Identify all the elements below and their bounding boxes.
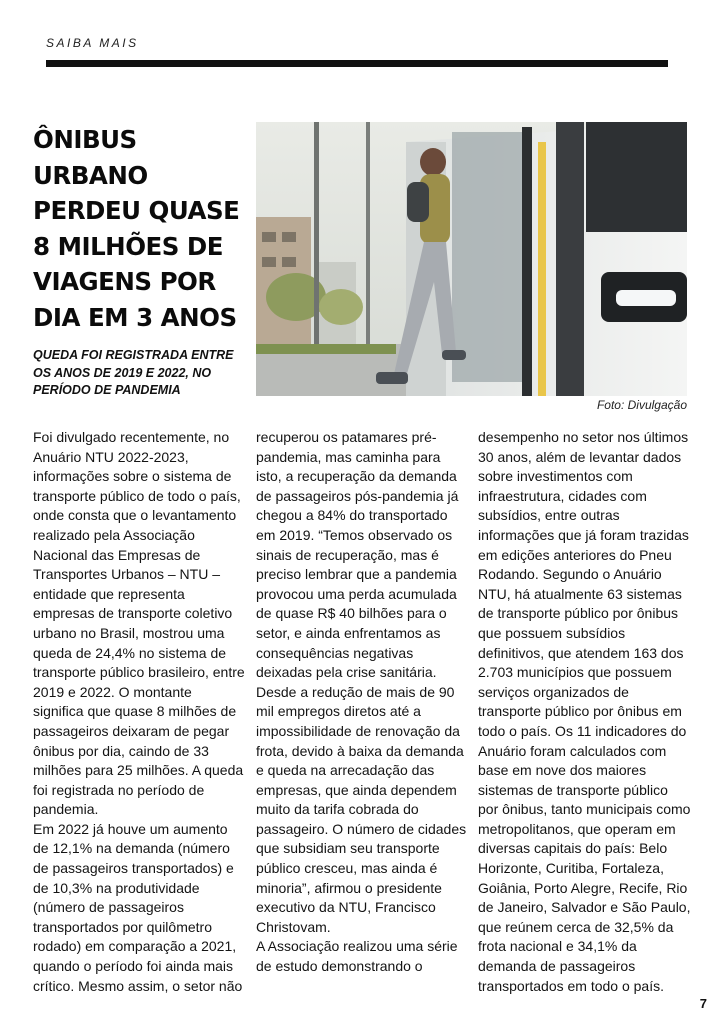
bus-boarding-photo (256, 122, 687, 396)
section-label: SAIBA MAIS (46, 36, 139, 50)
article-headline: ÔNIBUS URBANO PERDEU QUASE 8 MILHÕES DE VIAGENS POR DIA EM 3 ANOS (33, 125, 240, 332)
header-rule (46, 60, 668, 67)
paragraph: Foi divulgado recentemente, no Anuário NTU 2022-2023, informações sobre o sistema de transporte público de todo o país, onde consta que o levantamento realizado pela Associação Nacional das Empresas de Transportes Urbanos – NTU – entidade que representa empresas de transporte coletivo urbano no Brasil, mostrou uma queda de 24,4% no sistema de transporte público brasileiro, entre 2019 e 2022. O montante significa que quase 8 milhões de passageiros deixaram de pegar ônibus por dia, caindo de 33 milhões para 25 milhões. A queda foi registrada no período de pandemia. (33, 429, 245, 818)
page-number: 7 (699, 996, 707, 1011)
paragraph: desempenho no setor nos últimos 30 anos, além de levantar dados sobre investimentos com infraestrutura, cidades com subsídios, entre outras informações que já foram trazidas em edições anteriores do Pneu Rodando. Segundo o Anuário NTU, há atualmente 63 sistemas de transporte público por ônibus que possuem subsídios definitivos, que atendem 163 dos 2.703 municípios que possuem serviços organizados de transporte público por ônibus em todo o país. Os 11 indicadores do Anuário foram calculados com base em nove dos maiores sistemas de transporte público por ônibus, tanto municipais como metropolitanos, que operam em diversas capitais do país: Belo Horizonte, Curitiba, Fortaleza, Goiânia, Porto Alegre, Recife, Rio de Janeiro, Salvador e São Paulo, que reúnem cerca de 32,5% da frota nacional e 34,1% da demanda de passageiros transportados em todo o país. (478, 429, 691, 994)
article-column-2 (256, 428, 469, 977)
paragraph: A Associação realizou uma série de estudo demonstrando o (256, 938, 458, 975)
photo-credit: Foto: Divulgação (596, 398, 687, 412)
article-column-1 (33, 428, 246, 996)
article-column-3 (478, 428, 691, 996)
article-subheadline: QUEDA FOI REGISTRADA ENTRE OS ANOS DE 2019 E 2022, NO PERÍODO DE PANDEMIA (33, 348, 234, 397)
paragraph: recuperou os patamares pré-pandemia, mas caminha para isto, a recuperação da demanda de passageiros pós-pandemia já chegou a 84% do transportado em 2019. “Temos observado os sinais de recuperação, mas é preciso lembrar que a pandemia provocou uma perda acumulada de quase R$ 40 bilhões para o setor, e ainda enfrentamos as consequências negativas deixadas pela crise sanitária. Desde a redução de mais de 90 mil empregos diretos até a impossibilidade de renovação da frota, devido à baixa da demanda e queda na arrecadação das empresas, que ainda dependem muito da tarifa cobrada do passageiro. O número de cidades que subsidiam seu transporte público cresceu, mas ainda é minoria”, afirmou o presidente executivo da NTU, Francisco Christovam. (256, 429, 467, 935)
paragraph: Em 2022 já houve um aumento de 12,1% na demanda (número de passageiros transportados) e de 10,3% na produtividade (número de passageiros transportados por quilômetro rodado) em comparação a 2021, quando o período foi ainda mais crítico. Mesmo assim, o setor não (33, 820, 243, 994)
